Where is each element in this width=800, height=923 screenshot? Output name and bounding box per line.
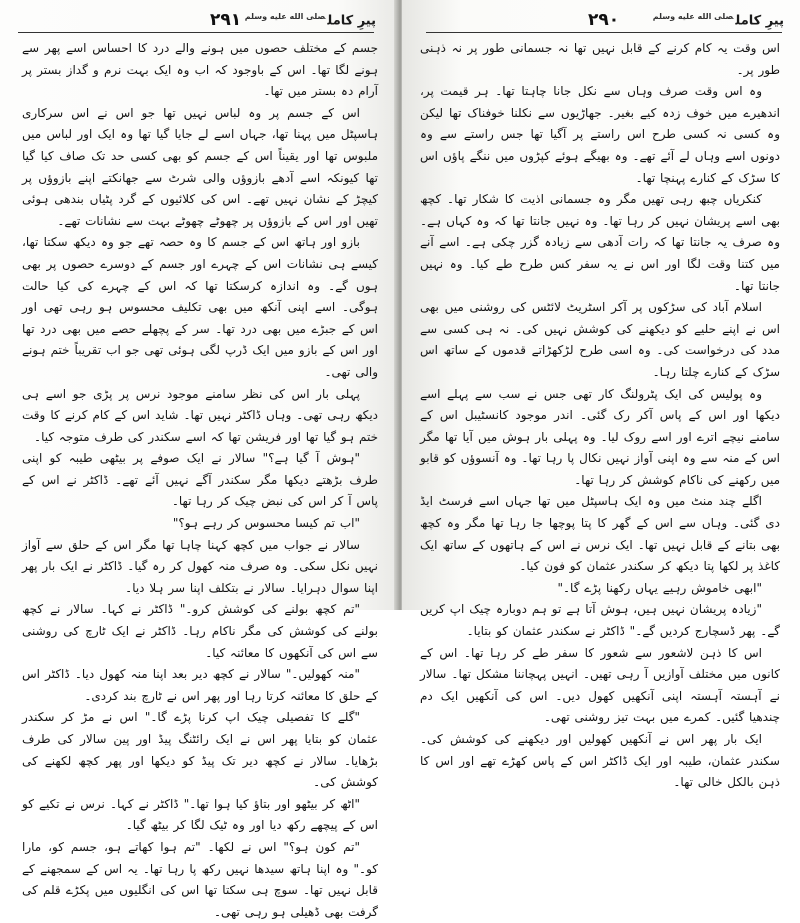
paragraph: بازو اور ہاتھ اس کے جسم کا وہ حصہ تھے جو وہ دیکھ سکتا تھا، کیسے ہی نشانات اس کے چہرے اور جسم کے دوسرے حصوں پر بھی ہوں گے۔ وہ اندازہ کرسکتا تھا کہ اس کے چہرے کی کیا حالت ہوگی۔ اسے اپنی آنکھ میں بھی تکلیف محسوس ہو رہی تھی اور اس کے جبڑے میں بھی درد تھا۔ سر کے پچھلے حصے میں بھی درد تھا اور اس کے بازو میں ایک ڈرپ لگی ہوئی تھی جو اب تقریباً ختم ہونے والی تھی۔ [22,235,378,379]
paragraph: "اب تم کیسا محسوس کر رہے ہو؟" [172,516,360,531]
page-header [402,8,800,34]
paragraph: "گلے کا تفصیلی چیک اپ کرنا پڑے گا۔" اس نے مڑ کر سکندر عثمان کو بتایا پھر اس نے ایک رائٹنگ پیڈ اور پین سالار کی طرف بڑھایا۔ سالار نے کچھ دیر تک پیڈ کو دیکھا اور پھر کچھ لکھنے کی کوشش کی۔ [22,710,378,790]
left-page [0,0,398,919]
header-rule [426,32,782,33]
paragraph: اسلام آباد کی سڑکوں پر آکر اسٹریٹ لائٹس کی روشنی میں بھی اس نے اپنے حلیے کو دیکھنے کی کوشش نہیں کی۔ نہ ہی کسی سے مدد کی درخواست کی۔ وہ اسی طرح لڑکھڑاتے قدموں کے ساتھ اس سڑک کے کنارے چلتا رہا۔ [420,300,780,379]
paragraph: "ہوش آ گیا ہے؟" سالار نے ایک صوفے پر بیٹھی طیبہ کو اپنی طرف بڑھتے دیکھا مگر سکندر آگے نہیں آئے تھے۔ ڈاکٹر نے اس کے پاس آ کر اس کی نبض چیک کر رہا تھا۔ [22,451,378,509]
paragraph: "ابھی خاموش رہیے یہاں رکھنا پڑے گا۔" [557,580,762,595]
running-title: پیرِ کامل$^{صلى الله عليه وسلم}$ [652,12,784,29]
running-title: پیرِ کامل$^{صلى الله عليه وسلم}$ [244,12,376,29]
header-rule [18,32,374,33]
paragraph: جسم کے مختلف حصوں میں ہونے والے درد کا احساس اسے پھر سے ہونے لگا تھا۔ اس کے باوجود کہ اب وہ ایک بہت نرم و گداز بستر پر آرام دہ بستر میں تھا۔ [22,41,378,99]
paragraph: اس وقت یہ کام کرنے کے قابل نہیں تھا نہ جسمانی طور پر نہ ذہنی طور پر۔ [420,41,780,77]
honorific-mark: صلى الله عليه وسلم [652,12,734,21]
right-page [402,0,800,790]
paragraph: اس کے جسم پر وہ لباس نہیں تھا جو اس نے اس سرکاری ہاسپٹل میں پہنا تھا، جہاں اسے لے جایا گیا تھا وہ ایک اور لباس میں ملبوس تھا اور یقیناً اس کے جسم کو بھی کسی حد تک صاف کیا گیا تھا کیونکہ اسے آدھے بازوؤں والی شرٹ سے جھانکتے اپنے بازوؤں پر کیچڑ کے نشان نہیں تھے۔ اس کی کلائیوں کے گرد پٹیاں بندھی ہوئی تھیں اور اس کے بازوؤں پر چھوٹے چھوٹے بہت سے نشانات تھے۔ [22,105,379,228]
paragraph: اس کا ذہن لاشعور سے شعور کا سفر طے کر رہا تھا۔ اس کے کانوں میں مختلف آوازیں آ رہی تھیں۔ انہیں پہچاننا مشکل تھا۔ سالار نے آہستہ آہستہ اپنی آنکھیں کھول دیں۔ اس کی آنکھیں ایک دم چندھیا گئیں۔ کمرے میں بہت تیز روشنی تھی۔ [420,645,780,725]
paragraph: ایک بار پھر اس نے آنکھیں کھولیں اور دیکھنے کی کوشش کی۔ سکندر عثمان، طیبہ اور ایک ڈاکٹر اس کے پاس کھڑے تھے اور اس کا ذہن بالکل خالی تھا۔ [420,732,780,790]
paragraph: "زیادہ پریشان نہیں ہیں، ہوش آتا ہے تو ہم دوبارہ چیک اپ کریں گے۔ پھر ڈسچارج کردیں گے۔" ڈاکٹر نے سکندر عثمان کو بتایا۔ [420,602,780,639]
paragraph: "تم کچھ بولنے کی کوشش کرو۔" ڈاکٹر نے کہا۔ سالار نے کچھ بولنے کی کوشش کی مگر ناکام رہا۔ ڈاکٹر نے ایک ٹارچ کی روشنی سے اس کی آنکھوں کا معائنہ کیا۔ [22,602,378,660]
page-text [22,38,379,919]
paragraph: وہ پولیس کی ایک پٹرولنگ کار تھی جس نے سب سے پہلے اسے دیکھا اور اس کے پاس آکر رک گئی۔ اندر موجود کانسٹیبل اس کے سامنے نیچے اترے اور اسے روک لیا۔ وہ پہلی بار ہوش میں آیا تھا مگر اس کے منہ سے وہ اپنی آواز نہیں نکال پا رہا تھا۔ وہ آنسوؤں کو قابو میں رکھنے کی ناکام کوشش کر رہا تھا۔ [420,386,780,487]
page-number: ۲۹۱ [210,10,242,30]
paragraph: پہلی بار اس کی نظر سامنے موجود نرس پر پڑی جو اسے ہی دیکھ رہی تھی۔ وہاں ڈاکٹر نہیں تھا۔ شاید اس کے کام کرنے کا وقت ختم ہو گیا تھا اور فریشن تھا کہ اسے سکندر کی طرف متوجہ کیا۔ [22,386,378,444]
paragraph: "تم کون ہو؟" اس نے لکھا۔ "تم ہوا کھاتے ہو، جسم کو، مارا کو۔" وہ اپنا ہاتھ سیدھا نہیں رکھ پا رہا تھا۔ یہ اس کے سمجھنے کے قابل نہیں تھا۔ سوچ ہی سکتا تھا اس کی انگلیوں میں پکڑے قلم کی گرفت بھی ڈھیلی ہو رہی تھی۔ [22,839,378,919]
honorific-mark: صلى الله عليه وسلم [244,12,326,21]
page-header [0,8,398,34]
paragraph: وہ اس وقت صرف وہاں سے نکل جانا چاہتا تھا۔ ہر قیمت پر، اندھیرے میں خوف زدہ کیے بغیر۔ جھاڑیوں سے نکلنا خوفناک تھا لیکن وہ کسی نہ کسی طرح اس راستے پر آگیا تھا جس راستے سے وہ دونوں اسے وہاں لے آئے تھے۔ وہ بھیگے ہوئے کپڑوں میں ننگے پاؤں اس کا سڑک کے کنارے پہنچا تھا۔ [420,84,780,185]
paragraph: کنکریاں چبھ رہی تھیں مگر وہ جسمانی اذیت کا شکار تھا۔ کچھ بھی اسے پریشان نہیں کر رہا تھا۔ وہ نہیں جانتا تھا کہ وہ کہاں ہے۔ وہ صرف یہ جانتا تھا کہ رات آدھی سے زیادہ گزر چکی ہے۔ اسے آنے میں کتنا وقت لگا اور اس نے یہ سفر کس طرح طے کیا۔ وہ نہیں جانتا تھا۔ [420,192,780,293]
paragraph: اگلے چند منٹ میں وہ ایک ہاسپٹل میں تھا جہاں اسے فرسٹ ایڈ دی گئی۔ وہاں سے اس کے گھر کا پتا پوچھا جا رہا تھا مگر وہ کچھ بھی بتانے کے قابل نہیں تھا۔ ایک نرس نے اس کے ہاتھوں کے ساتھ ایک کاغذ پر لکھا پتا دیکھ کر سکندر عثمان کو فون کیا۔ [420,494,780,574]
page-text [420,38,780,790]
paragraph: "منہ کھولیں۔" سالار نے کچھ دیر بعد اپنا منہ کھول دیا۔ ڈاکٹر اس کے حلق کا معائنہ کرتا رہا اور پھر اس نے ٹارچ بند کردی۔ [22,667,378,703]
page-number: ۲۹۰ [588,10,620,30]
paragraph: سالار نے جواب میں کچھ کہنا چاہا تھا مگر اس کے حلق سے آواز نہیں نکل سکی۔ وہ صرف منہ کھول کر رہ گیا۔ ڈاکٹر نے ایک بار پھر اپنا سوال دہرایا۔ سالار نے بتکلف اپنا سر ہلا دیا۔ [22,537,378,595]
paragraph: "اٹھ کر بیٹھو اور بتاؤ کیا ہوا تھا۔" ڈاکٹر نے کہا۔ نرس نے تکیے کو اس کے پیچھے رکھ دیا اور وہ ٹیک لگا کر بیٹھ گیا۔ [22,796,378,833]
